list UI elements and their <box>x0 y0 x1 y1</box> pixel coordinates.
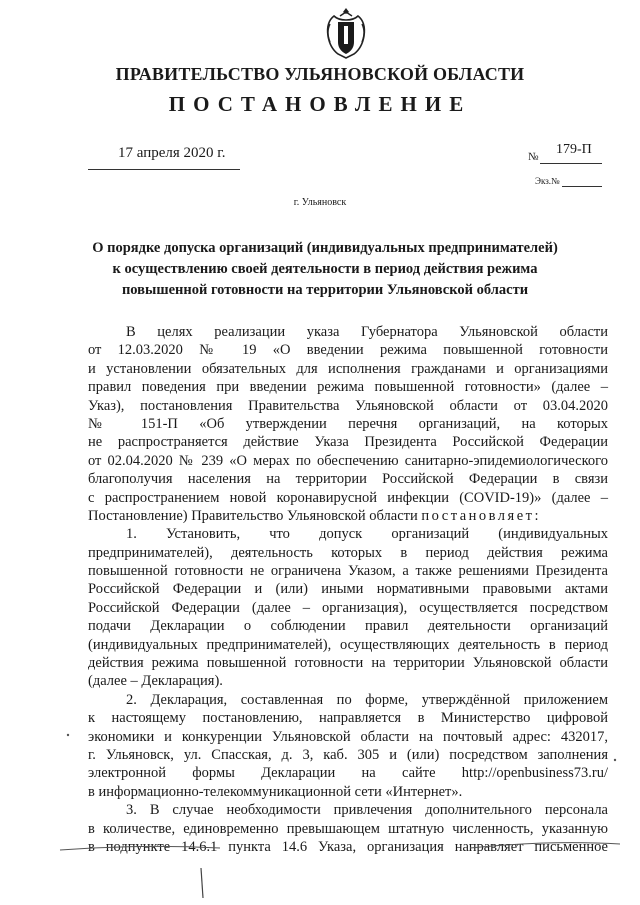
body-line: и установлении обязательных для исполнения гражданами и организациями <box>88 360 608 377</box>
body-line: 2. Декларация, составленная по форме, утверждённой приложением <box>126 691 608 708</box>
body-line-text: Постановление) Правительство Ульяновской области <box>88 507 418 524</box>
title-line: к осуществлению своей деятельности в период действия режима <box>112 261 538 277</box>
body-line: к настоящему постановлению, направляется в Министерство цифровой <box>88 710 608 727</box>
scan-dot <box>67 734 69 736</box>
body-line: в подпункте 14.6.1 пункта 14.6 Указа, организация направляет письменное <box>88 838 608 855</box>
body-line: (индивидуальных предпринимателей), осуществляющих деятельность в период <box>88 636 608 653</box>
document-city: г. Ульяновск <box>293 197 347 208</box>
body-line: правил поведения при введении режима повышенной готовности» (далее – <box>88 379 608 396</box>
body-line: предпринимателей), деятельность которых в период действия режима <box>88 544 608 561</box>
title-line: О порядке допуска организаций (индивидуальных предпринимателей) <box>92 240 558 256</box>
body-line: в информационно-телекоммуникационной сети «Интернет». <box>88 783 463 800</box>
body-line: (далее – Декларация). <box>88 673 223 690</box>
body-line: действия режима повышенной готовности на территории Ульяновской области <box>88 655 608 672</box>
body-line: электронной формы Декларации на сайте http://openbusiness73.ru/ <box>88 765 608 782</box>
body-line: 3. В случае необходимости привлечения дополнительного персонала <box>126 802 608 819</box>
body-line: от 02.04.2020 № 239 «О мерах по обеспечению санитарно-эпидемиологического <box>88 452 608 469</box>
resolves-word: постановляет: <box>421 507 542 524</box>
body-line: Указ), постановления Правительства Ульяновской области от 03.04.2020 <box>88 397 608 414</box>
body-line: 1. Установить, что допуск организаций (индивидуальных <box>126 526 608 543</box>
body-line: в количестве, единовременно превышающем штатную численность, указанную <box>88 820 608 837</box>
body-line: не распространяется действие Указа Президента Российской Федерации <box>88 434 608 451</box>
document-type: ПОСТАНОВЛЕНИЕ <box>168 92 472 116</box>
number-sign: № <box>528 151 539 163</box>
body-line: г. Ульяновск, ул. Спасская, д. 3, каб. 305 и (или) посредством заполнения <box>88 746 608 763</box>
body-line: от 12.03.2020 № 19 «О введении режима повышенной готовности <box>88 342 608 359</box>
body-line: с распространением новой коронавирусной инфекции (COVID-19)» (далее – <box>88 489 608 506</box>
scan-dot <box>614 759 616 761</box>
body-line: подачи Декларации о соблюдении правил деятельности организаций <box>88 618 608 635</box>
scan-stroke <box>60 846 220 850</box>
body-line: повышенной готовности не ограничена Указом, а также решениями Президента <box>88 563 608 580</box>
body-line: благополучия населения на территории Российской Федерации в связи <box>88 471 608 488</box>
copy-number-label: Экз.№ <box>535 176 560 186</box>
body-line: Российской Федерации и (или) иными нормативными правовыми актами <box>88 581 608 598</box>
document-number: 179-П <box>556 142 592 157</box>
scan-stroke <box>470 843 620 848</box>
scan-stroke <box>201 868 203 898</box>
organization-name: ПРАВИТЕЛЬСТВО УЛЬЯНОВСКОЙ ОБЛАСТИ <box>115 64 525 84</box>
title-line: повышенной готовности на территории Ульяновской области <box>121 282 529 298</box>
body-line: В целях реализации указа Губернатора Ульяновской области <box>126 324 608 340</box>
document-date: 17 апреля 2020 г. <box>118 145 226 161</box>
body-line: № 151-П «Об утверждении перечня организаций, на которых <box>88 415 608 432</box>
body-line: Российской Федерации (далее – организация), осуществляется посредством <box>88 599 608 616</box>
body-line: экономики и конкуренции Ульяновской области на почтовый адрес: 432017, <box>88 728 608 745</box>
